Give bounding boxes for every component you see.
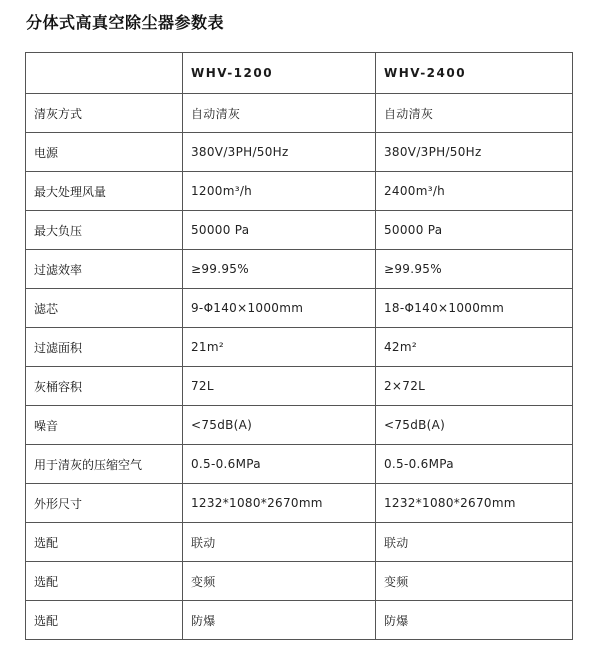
header-cell-whv-2400: WHV-2400 <box>376 53 573 94</box>
row-label: 选配 <box>26 523 183 562</box>
row-label: 电源 <box>26 133 183 172</box>
row-label: 噪音 <box>26 406 183 445</box>
row-label: 过滤面积 <box>26 328 183 367</box>
header-cell-empty <box>26 53 183 94</box>
value-whv-2400: ≥99.95% <box>376 250 573 289</box>
row-label: 过滤效率 <box>26 250 183 289</box>
row-label: 灰桶容积 <box>26 367 183 406</box>
row-label: 外形尺寸 <box>26 484 183 523</box>
table-row <box>26 562 573 601</box>
value-whv-1200: <75dB(A) <box>183 406 376 445</box>
value-whv-1200: 1232*1080*2670mm <box>183 484 376 523</box>
table-row <box>26 133 573 172</box>
value-whv-1200: ≥99.95% <box>183 250 376 289</box>
value-whv-2400: 0.5-0.6MPa <box>376 445 573 484</box>
table-row <box>26 289 573 328</box>
row-label: 用于清灰的压缩空气 <box>26 445 183 484</box>
value-whv-1200: 21m² <box>183 328 376 367</box>
table-row <box>26 94 573 133</box>
table-row <box>26 211 573 250</box>
row-label: 最大处理风量 <box>26 172 183 211</box>
table-row <box>26 328 573 367</box>
table-row <box>26 445 573 484</box>
row-label: 最大负压 <box>26 211 183 250</box>
value-whv-2400: 2400m³/h <box>376 172 573 211</box>
value-whv-1200: 50000 Pa <box>183 211 376 250</box>
value-whv-1200: 自动清灰 <box>183 94 376 133</box>
value-whv-2400: 防爆 <box>376 601 573 640</box>
value-whv-1200: 变频 <box>183 562 376 601</box>
spec-table <box>25 52 573 640</box>
table-row <box>26 601 573 640</box>
value-whv-2400: 18-Φ140×1000mm <box>376 289 573 328</box>
value-whv-2400: 自动清灰 <box>376 94 573 133</box>
value-whv-1200: 72L <box>183 367 376 406</box>
page-title: 分体式高真空除尘器参数表 <box>26 13 225 32</box>
value-whv-1200: 9-Φ140×1000mm <box>183 289 376 328</box>
header-cell-whv-1200: WHV-1200 <box>183 53 376 94</box>
value-whv-2400: 42m² <box>376 328 573 367</box>
table-row <box>26 484 573 523</box>
value-whv-2400: 联动 <box>376 523 573 562</box>
row-label: 清灰方式 <box>26 94 183 133</box>
value-whv-2400: 1232*1080*2670mm <box>376 484 573 523</box>
value-whv-2400: 50000 Pa <box>376 211 573 250</box>
value-whv-2400: <75dB(A) <box>376 406 573 445</box>
value-whv-1200: 1200m³/h <box>183 172 376 211</box>
table-row <box>26 367 573 406</box>
row-label: 选配 <box>26 562 183 601</box>
value-whv-2400: 2×72L <box>376 367 573 406</box>
value-whv-1200: 联动 <box>183 523 376 562</box>
table-row <box>26 406 573 445</box>
row-label: 滤芯 <box>26 289 183 328</box>
table-row <box>26 250 573 289</box>
value-whv-1200: 0.5-0.6MPa <box>183 445 376 484</box>
table-row <box>26 523 573 562</box>
table-body <box>26 94 573 640</box>
value-whv-2400: 变频 <box>376 562 573 601</box>
row-label: 选配 <box>26 601 183 640</box>
value-whv-1200: 防爆 <box>183 601 376 640</box>
table-row <box>26 172 573 211</box>
value-whv-2400: 380V/3PH/50Hz <box>376 133 573 172</box>
value-whv-1200: 380V/3PH/50Hz <box>183 133 376 172</box>
table-header-row <box>26 53 573 94</box>
